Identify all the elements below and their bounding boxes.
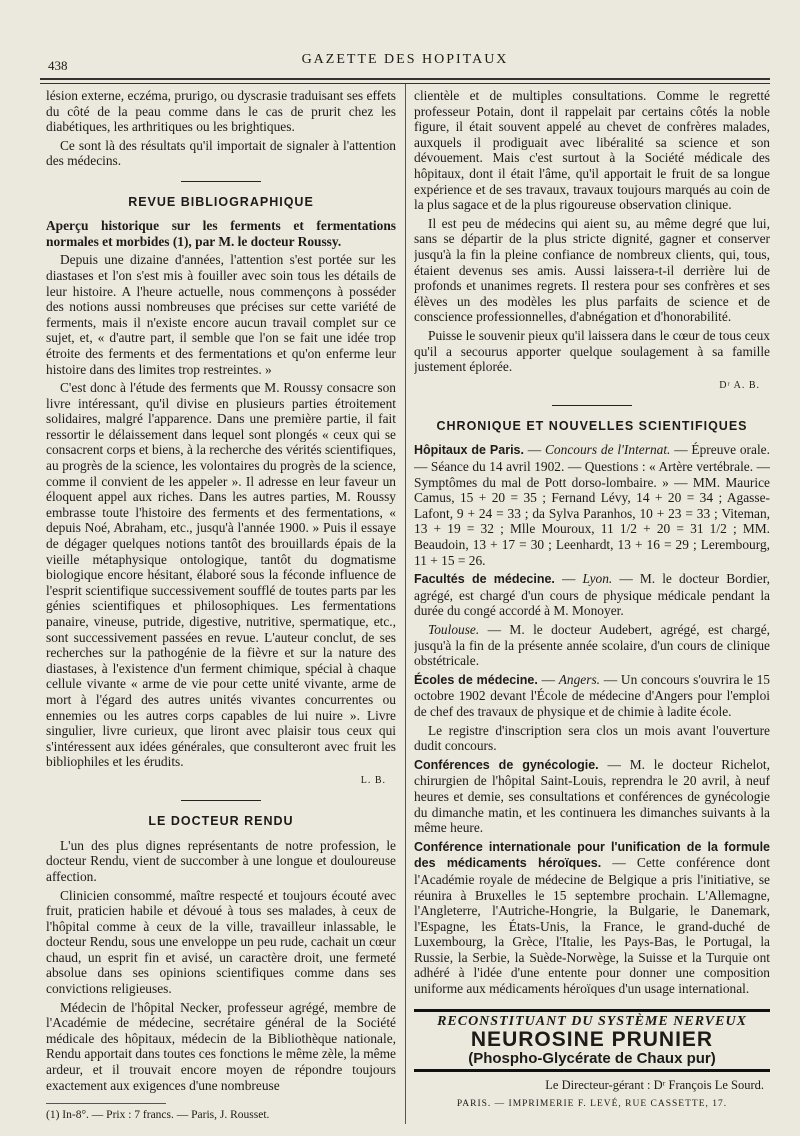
news-text: — M. le docteur Bordier, agrégé, est chargé d'un cours de physique médicale pendant la durée du congé accordé à M. Monoyer. — [414, 571, 770, 619]
news-item-ecoles: Écoles de médecine. — Angers. — Un concours s'ouvrira le 15 octobre 1902 devant l'École de médecine d'Angers pour l'emploi de chef des travaux de physique et de chimie à ladite école. — [414, 671, 770, 719]
news-item-hopitaux: Hôpitaux de Paris. — Concours de l'Internat. — Épreuve orale. — Séance du 14 avril 1902. — Questions : « Artère vertébrale. — Symptômes du mal de Pott dorso-lombaire. » — MM. Maurice Camus, 15 + 20 = 35 ; Fernand Lévy, 14 + 20 = 34 ; Agasse-Lafont, 9 + 24 = 33 ; da Sylva Paranhos, 10 + 23 = 33 ; Viteman, 13 + 19 = 32 ; Mlle Mouroux, 11 1/2 + 20 = 31 1/2 ; MM. Beaudoin, 13 + 17 = 30 ; Leenhardt, 13 + 16 = 29 ; Lerembourg, 11 + 15 = 26. — [414, 442, 770, 568]
journal-title: GAZETTE DES HOPITAUX — [301, 52, 509, 67]
rendu-paragraph-1: L'un des plus dignes représentants de notre profession, le docteur Rendu, vient de succomber à une longue et douloureuse affection. — [46, 837, 396, 884]
separator-ornament — [46, 793, 396, 809]
ad-rule-bottom — [414, 1069, 770, 1072]
page-number: 438 — [48, 58, 68, 73]
news-text: — M. le docteur Richelot, chirurgien de l'hôpital Saint-Louis, reprendra le 20 avril, à neuf heures et demie, ses consultations et conférences de gynécologie du dimanche matin, et les continuera les dimanches suivants à la même heure. — [414, 756, 770, 836]
news-item-toulouse — [414, 622, 770, 669]
news-item-registre: Le registre d'inscription sera clos un mois avant l'ouverture dudit concours. — [414, 722, 770, 754]
news-item-facultes: Facultés de médecine. — Lyon. — M. le docteur Bordier, agrégé, est chargé d'un cours de physique médicale pendant la durée du congé accordé à M. Monoyer. — [414, 571, 770, 619]
separator-ornament — [46, 173, 396, 189]
right-column — [414, 88, 770, 1126]
rendu-paragraph-5: Il est peu de médecins qui aient su, au même degré que lui, sans se départir de la plus stricte dignité, gagner et conserver jusqu'à la fin la pleine confiance de nombreux clients, qui, tous, étaient devenus ses amis. Aussi laissera-t-il derrière lui de profonds et unanimes regrets. Il restera pour ses confrères et ses élèves un des modèles les plus parfaits de science et de conscience professionnelles, d'abnégation et d'honorabilité. — [414, 215, 770, 325]
intro-paragraph-1: lésion externe, eczéma, prurigo, ou dyscrasie traduisant ses effets du côté de la peau comme dans le cas de prurit chez les diabétiques, les arthritiques ou les brightiques. — [46, 88, 396, 135]
article-paragraph-1: Depuis une dizaine d'années, l'attention s'est portée sur les diastases et l'on s'est mis à fouiller avec soin tous les détails de leur histoire. A l'heure actuelle, nous commençons à posséder des notions aussi nombreuses que précises sur cette variété de ferments, mais il n'existe encore aucun travail complet sur ce sujet, et, « d'autre part, il semble que l'on se fait une idée trop étroite des ferments et des fermentations et qu'on enferme leur histoire dans des limites trop restreintes. » — [46, 252, 396, 377]
news-text: — Un concours s'ouvrira le 15 octobre 1902 devant l'École de médecine d'Angers pour l'emploi de chef des travaux de physique et de chimie à ladite école. — [414, 671, 770, 719]
article-title: Aperçu historique sur les ferments et fermentations normales et morbides (1), par M. le docteur Roussy. — [46, 218, 396, 249]
article-paragraph-2: C'est donc à l'étude des ferments que M. Roussy consacre son livre intéressant, qu'il divise en plusieurs parties étroitement solidaires, malgré l'apparence. Dans une première partie, il fait ressortir le délaissement dans lequel sont plongés « ceux qui se consacrent corps et biens, à la recherche des vérités scientifiques, au progrès de la science, les volontaires du progrès de la science, comme il convient de les appeler ». Il adresse en leur faveur un éloquent appel aux riches. Dans les autres parties, M. Roussy embrasse toute l'histoire des ferments et des fermentations, « depuis Noé, Abraham, etc., jusqu'à l'année 1900. » Puis il essaye de dégager quelques notions tantôt des brouillards épais de la vieille métaphysique ontologique, tantôt du dogmatisme biologique encore hésitant, élaboré sous la féconde influence de l'esprit scientifique successivement soufflé de toutes parts par les génies scientifiques et philosophiques. Les fermentations panaire, vineuse, putride, digestive, nutritive, spermatique, etc., sont successivement passées en revue. L'auteur conclut, de ses recherches sur la pathogénie de la fièvre et sur la nature des diastases, à l'existence d'un ferment chimique, spécial à chaque cellule vivante « arme de vie pour cette unité vivante, arme de mort à l'égard des autres unités vivantes concurrentes ou ennemies ou les autres corps capables de lui nuire ». Livre singulier, livre curieux, que liront avec plaisir tous ceux qui s'intéressent aux idées générales, que consulteront avec fruit les bibliophiles et les érudits. — [46, 380, 396, 770]
left-column — [46, 88, 396, 1126]
news-text: — M. le docteur Audebert, agrégé, est chargé, jusqu'à la fin de la présente année scolaire, d'un cours de clinique obstétricale. — [414, 622, 770, 669]
news-item-gynecologie — [414, 757, 770, 836]
news-rubric: Lyon. — [582, 571, 613, 587]
ad-product-name: NEUROSINE PRUNIER — [470, 1028, 714, 1052]
news-rubric: Angers. — [558, 671, 601, 687]
footnote: (1) In-8°. — Prix : 7 francs. — Paris, J. Rousset. — [46, 1109, 270, 1122]
ad-headline: RECONSTITUANT DU SYSTÈME NERVEUX — [437, 1013, 747, 1029]
ad-product-desc: (Phospho-Glycérate de Chaux pur) — [468, 1050, 716, 1068]
rendu-paragraph-3: Médecin de l'hôpital Necker, professeur agrégé, membre de l'Académie de médecine, secrétaire général de la Société médicale des hôpitaux, médecin de la Bibliothèque nationale, Rendu apportait dans toutes ces fonctions le même zèle, la même ardeur, et il trouvait encore moyen de répondre toujours exactement aux exigences d'une nombreuse — [46, 999, 396, 1093]
rendu-signature: Dʳ A. B. — [719, 379, 760, 391]
news-lead: Conférence internationale pour l'unification de la formule des médicaments héroïques. — [414, 839, 770, 871]
news-lead: Conférences de gynécologie. — [414, 757, 599, 772]
chronique-section-title: CHRONIQUE ET NOUVELLES SCIENTIFIQUES — [436, 418, 748, 433]
separator-ornament — [414, 397, 770, 413]
news-rubric: Toulouse. — [428, 622, 480, 637]
intro-paragraph-2: Ce sont là des résultats qu'il importait de signaler à l'attention des médecins. — [46, 137, 396, 169]
printer-line: PARIS. — IMPRIMERIE F. LEVÉ, RUE CASSETTE, 17. — [456, 1099, 728, 1110]
news-item-conference — [414, 839, 770, 997]
advertisement — [414, 1009, 770, 1072]
news-text: — Épreuve orale. — Séance du 14 avril 1902. — Questions : « Artère vertébrale. — Symptômes du mal de Pott dorso-lombaire. » — MM. Maurice Camus, 15 + 20 = 35 ; Fernand Lévy, 14 + 20 = 34 ; Agasse-Lafont, 9 + 24 = 33 ; da Sylva Paranhos, 10 + 23 = 33 ; Viteman, 13 + 19 = 32 ; Mlle Mouroux, 11 1/2 + 20 = 31 1/2 ; MM. Beaudoin, 13 + 17 = 30 ; Leenhardt, 13 + 16 = 29 ; Lerembourg, 11 + 15 = 26. — [414, 442, 770, 568]
news-lead: Facultés de médecine. — [414, 572, 555, 587]
news-rubric: Concours de l'Internat. — [545, 442, 671, 458]
ad-rule-top — [414, 1009, 770, 1012]
revue-section-title: REVUE BIBLIOGRAPHIQUE — [128, 194, 314, 209]
gerant-line: Le Directeur-gérant : Dʳ François Le Sourd. — [545, 1077, 764, 1092]
rendu-section-title: LE DOCTEUR RENDU — [148, 814, 294, 829]
rendu-paragraph-4: clientèle et de multiples consultations. Comme le regretté professeur Potain, dont il rappelait par certains côtés la noble figure, il était souvent appelé au chevet de confrères malades, auxquels il prodiguait avec libéralité sa science et son dévouement. Mais c'est surtout à la Société médicale des hôpitaux, dont il était l'âme, qu'il apportait le fruit de sa longue expérience et de ses travaux, travaux toujours marqués au coin de la plus sagace et de la plus rigoureuse observation clinique. — [414, 88, 770, 213]
news-text: — Cette conférence dont l'Académie royale de médecine de Belgique a pris l'initiative, se réunira à Bruxelles le 15 septembre prochain. L'Allemagne, l'Angleterre, l'Autriche-Hongrie, la Bulgarie, le Danemark, l'Espagne, les États-Unis, la France, le grand-duché de Luxembourg, la Grèce, l'Italie, les Pays-Bas, le Portugal, la Russie, la Serbie, la Suède-Norwège, la Suisse et la Turquie ont adhéré à l'idée d'une entente pour donner une composition uniforme aux médicaments héroïques d'un usage international. — [414, 855, 770, 997]
news-lead: Écoles de médecine. — [414, 672, 538, 687]
page-header — [40, 48, 770, 80]
news-lead: Hôpitaux de Paris. — [414, 443, 524, 458]
article-signature: L. B. — [360, 774, 386, 786]
rendu-paragraph-2: Clinicien consommé, maître respecté et toujours écouté avec fruit, praticien habile et dévoué à tous ses malades, à ceux de l'hôpital comme à ceux de la ville, travailleur inlassable, le docteur Rendu, sous une enveloppe un peu rude, cachait un cœur chaud, un esprit fin et avisé, un caractère droit, une fermeté absolue dans ses opinions scientifiques comme dans ses convictions religieuses. — [46, 887, 396, 997]
rendu-paragraph-6: Puisse le souvenir pieux qu'il laissera dans le cœur de tous ceux qu'il a secourus apporter quelque soulagement à sa famille justement éplorée. — [414, 327, 770, 375]
column-divider — [405, 84, 406, 1124]
